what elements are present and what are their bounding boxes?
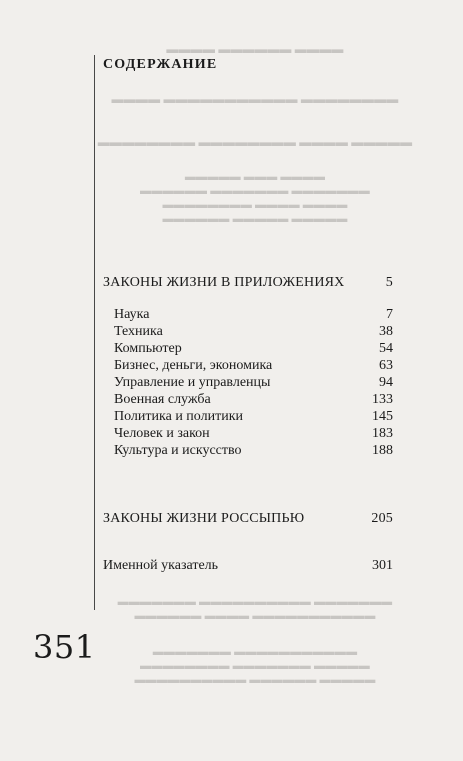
toc-entry-page: 301 [372, 558, 393, 573]
toc-entry-section-1 [103, 275, 393, 293]
toc-entry [114, 392, 393, 410]
toc-entry-index [103, 558, 393, 576]
toc-entry-label: Техника [114, 324, 163, 339]
toc-entry-page: 94 [379, 375, 393, 390]
toc-entry-page: 145 [372, 409, 393, 424]
bleed-through-text: ▬▬▬▬ ▬▬▬▬▬▬ ▬▬▬▬ [166, 42, 344, 56]
bleed-through-text: ▬▬▬▬ ▬▬▬▬▬▬▬▬▬▬▬ ▬▬▬▬▬▬▬▬ [111, 92, 399, 106]
toc-entry [114, 307, 393, 325]
toc-entry-label: Военная служба [114, 392, 211, 407]
toc-entry-page: 38 [379, 324, 393, 339]
toc-entry-page: 188 [372, 443, 393, 458]
toc-entry-label: Наука [114, 307, 150, 322]
toc-entry-label: Компьютер [114, 341, 182, 356]
toc-entry-label: Культура и искусство [114, 443, 242, 458]
toc-title: СОДЕРЖАНИЕ [103, 57, 218, 72]
bleed-through-text: ▬▬▬▬▬▬▬▬ ▬▬▬▬▬▬▬▬ ▬▬▬▬ ▬▬▬▬▬ [97, 135, 413, 149]
toc-entry-section-2 [103, 511, 393, 529]
toc-entry-page: 63 [379, 358, 393, 373]
bleed-through-text: ▬▬▬▬▬▬▬ ▬▬▬▬▬▬▬▬▬▬▬ ▬▬▬▬▬▬▬▬ ▬▬▬▬▬▬▬ ▬▬▬▬▬ ▬▬▬▬▬▬▬▬▬▬ ▬▬▬▬▬▬ ▬▬▬▬▬ [134, 646, 376, 686]
toc-entry-label: Политика и политики [114, 409, 244, 424]
toc-entry-label: Именной указатель [103, 558, 219, 573]
margin-rule [94, 55, 95, 610]
toc-entry-label: Управление и управленцы [114, 375, 271, 390]
toc-entry-label: ЗАКОНЫ ЖИЗНИ В ПРИЛОЖЕНИЯХ [103, 275, 345, 290]
toc-entry-page: 7 [386, 307, 393, 322]
toc-entry-page: 183 [372, 426, 393, 441]
toc-entry [114, 341, 393, 359]
toc-entry [114, 358, 393, 376]
toc-entry [114, 409, 393, 427]
toc-entry [114, 324, 393, 342]
toc-entry-page: 133 [372, 392, 393, 407]
toc-entry-label: ЗАКОНЫ ЖИЗНИ РОССЫПЬЮ [103, 511, 305, 526]
toc-entry [114, 375, 393, 393]
bleed-through-text: ▬▬▬▬▬▬▬ ▬▬▬▬▬▬▬▬▬▬ ▬▬▬▬▬▬▬ ▬▬▬▬▬▬ ▬▬▬▬ ▬▬▬▬▬▬▬▬▬▬▬ [117, 596, 393, 622]
toc-entry-label: Бизнес, деньги, экономика [114, 358, 273, 373]
toc-entry [114, 443, 393, 461]
toc-entry [114, 426, 393, 444]
bleed-through-text: ▬▬▬▬▬ ▬▬▬ ▬▬▬▬ ▬▬▬▬▬▬ ▬▬▬▬▬▬▬ ▬▬▬▬▬▬▬ ▬▬▬▬▬▬▬▬ ▬▬▬▬ ▬▬▬▬ ▬▬▬▬▬▬ ▬▬▬▬▬ ▬▬▬▬▬ [140, 171, 370, 225]
toc-entry-page: 54 [379, 341, 393, 356]
page-number: 351 [33, 628, 96, 666]
toc-entry-page: 205 [371, 511, 393, 526]
toc-entry-page: 5 [385, 275, 393, 290]
toc-entry-label: Человек и закон [114, 426, 210, 441]
